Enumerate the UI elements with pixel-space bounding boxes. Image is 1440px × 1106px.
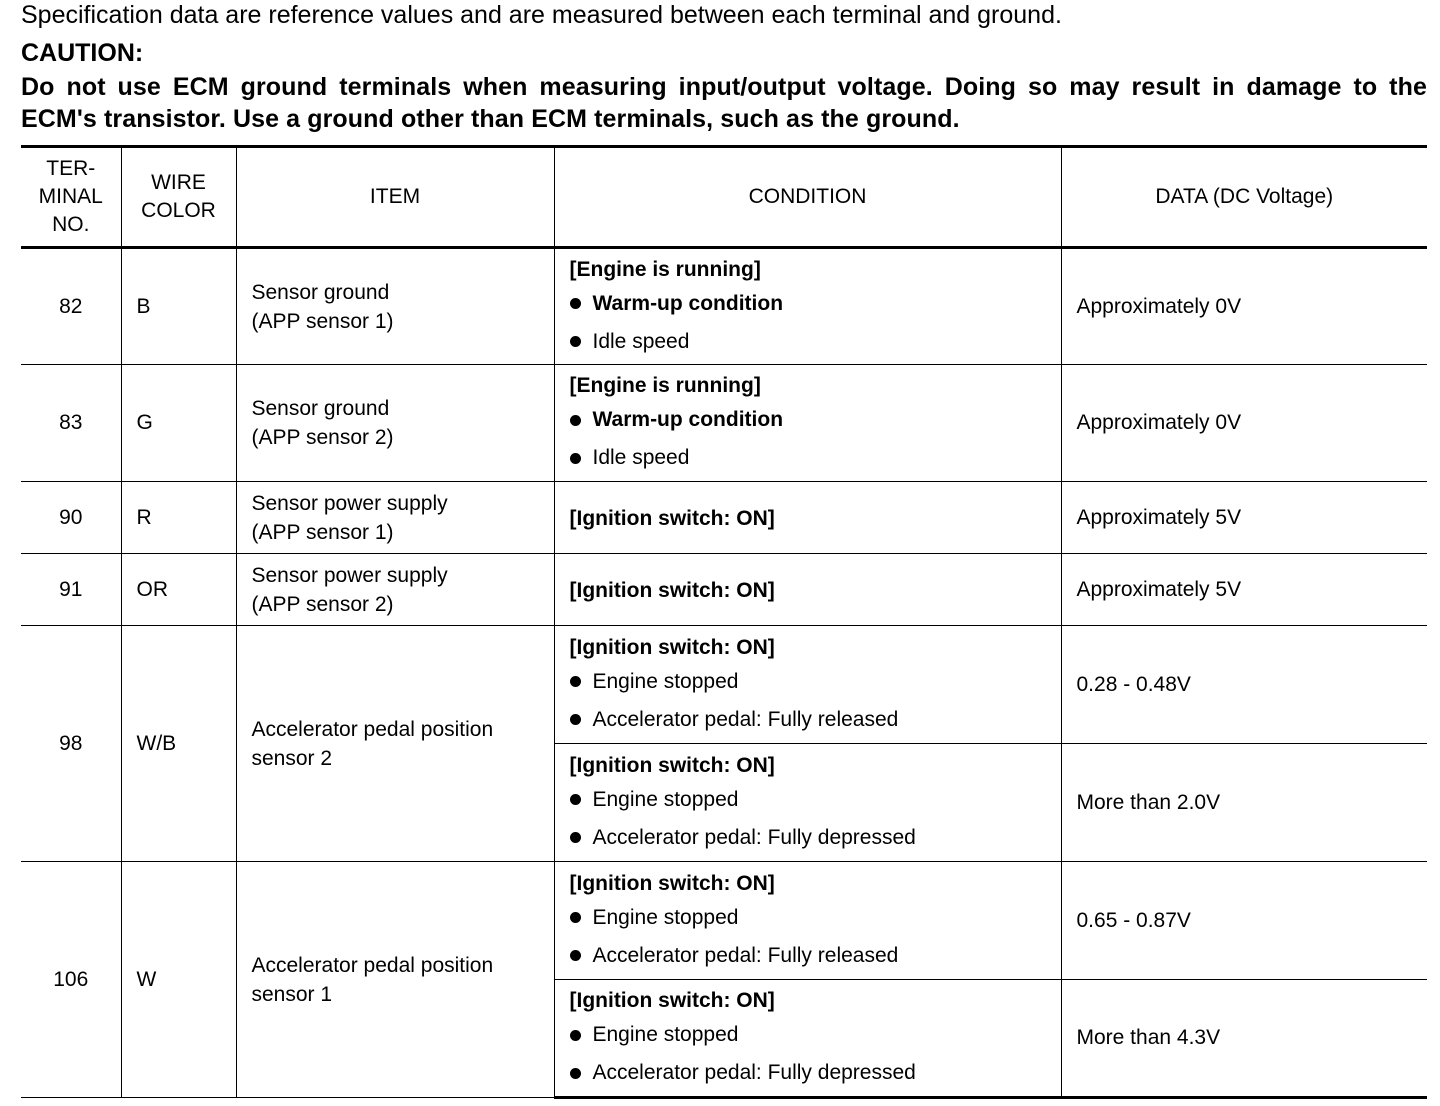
- condition-heading: [Ignition switch: ON]: [569, 871, 775, 895]
- table-header-row: [21, 147, 1427, 248]
- item-description: [236, 482, 554, 554]
- condition-cell: [554, 554, 1061, 626]
- bullet-dot-icon: [570, 912, 581, 923]
- condition-block: [570, 572, 1061, 608]
- condition-cell: [554, 482, 1061, 554]
- header-wire-color: [121, 147, 236, 248]
- condition-bullet: [570, 439, 1061, 477]
- bullet-dot-icon: [570, 714, 581, 725]
- condition-bullet: [570, 899, 1061, 937]
- condition-bullet-text: Warm-up condition: [592, 291, 784, 315]
- condition-bullet: [570, 401, 1061, 439]
- voltage-data: More than 2.0V: [1061, 744, 1427, 862]
- bullet-dot-icon: [570, 676, 581, 687]
- bullet-dot-icon: [570, 950, 581, 961]
- header-terminal-line: NO.: [52, 213, 90, 236]
- header-terminal-line: TER-: [46, 157, 96, 180]
- voltage-data: Approximately 0V: [1061, 365, 1427, 482]
- bullet-dot-icon: [570, 1030, 581, 1041]
- bullet-dot-icon: [570, 832, 581, 843]
- wire-color: OR: [121, 554, 236, 626]
- item-line: Sensor ground: [251, 280, 390, 304]
- condition-heading: [Ignition switch: ON]: [569, 635, 775, 659]
- condition-bullet: [570, 663, 1061, 701]
- condition-bullet: [570, 323, 1061, 361]
- condition-bullet-text: Accelerator pedal: Fully depressed: [592, 1061, 916, 1084]
- condition-bullet-text: Idle speed: [592, 329, 690, 353]
- condition-bullet-text: Engine stopped: [592, 905, 739, 929]
- condition-bullet: [570, 819, 1061, 857]
- item-description: [236, 626, 554, 862]
- condition-block: [570, 500, 1061, 536]
- condition-bullet-text: Engine stopped: [592, 787, 739, 811]
- condition-block: [570, 865, 1061, 977]
- bullet-dot-icon: [570, 298, 581, 309]
- condition-heading: [Engine is running]: [569, 257, 761, 281]
- condition-heading: [Ignition switch: ON]: [569, 753, 775, 777]
- terminal-number: 82: [21, 248, 121, 365]
- wire-color: W/B: [121, 626, 236, 862]
- voltage-data: 0.65 - 0.87V: [1061, 862, 1427, 980]
- header-item: ITEM: [236, 147, 554, 248]
- terminal-number: 98: [21, 626, 121, 862]
- condition-heading: [Engine is running]: [569, 374, 761, 397]
- header-wire-line: WIRE: [151, 171, 206, 194]
- item-line: (APP sensor 1): [251, 520, 394, 544]
- condition-bullet: [570, 285, 1061, 323]
- condition-bullet-text: Accelerator pedal: Fully released: [592, 943, 899, 967]
- terminal-number: 83: [21, 365, 121, 482]
- header-condition: CONDITION: [554, 147, 1061, 248]
- item-description: [236, 365, 554, 482]
- wire-color: R: [121, 482, 236, 554]
- item-line: Sensor ground: [251, 397, 390, 420]
- condition-heading: [Ignition switch: ON]: [569, 989, 775, 1012]
- condition-block: [570, 982, 1061, 1094]
- item-description: [236, 248, 554, 365]
- condition-block: [570, 747, 1061, 859]
- condition-bullet-text: Accelerator pedal: Fully released: [592, 707, 899, 731]
- voltage-data: Approximately 0V: [1061, 248, 1427, 365]
- bullet-dot-icon: [570, 453, 581, 464]
- wire-color: W: [121, 862, 236, 1098]
- wire-color: G: [121, 365, 236, 482]
- condition-bullet-text: Warm-up condition: [592, 408, 784, 431]
- terminal-number: 90: [21, 482, 121, 554]
- item-line: Accelerator pedal position: [251, 717, 494, 741]
- item-line: Sensor power supply: [251, 491, 448, 515]
- header-wire-line: COLOR: [141, 199, 216, 222]
- condition-heading: [Ignition switch: ON]: [569, 578, 775, 602]
- condition-block: [570, 251, 1061, 363]
- bullet-dot-icon: [570, 794, 581, 805]
- condition-cell: [554, 862, 1061, 980]
- caution-title: CAUTION:: [21, 39, 144, 67]
- table-row: [21, 365, 1427, 482]
- table-row: [21, 626, 1427, 744]
- table-row: [21, 862, 1427, 980]
- item-line: sensor 2: [251, 746, 333, 770]
- table-row: [21, 554, 1427, 626]
- condition-cell: [554, 365, 1061, 482]
- bullet-dot-icon: [570, 336, 581, 347]
- voltage-data: Approximately 5V: [1061, 482, 1427, 554]
- table-body: [21, 248, 1427, 1098]
- condition-block: [570, 367, 1061, 479]
- intro-text: Specification data are reference values and are measured between each terminal and ground.: [21, 1, 1062, 29]
- condition-cell: [554, 626, 1061, 744]
- condition-bullet: [570, 781, 1061, 819]
- header-data: DATA (DC Voltage): [1061, 147, 1427, 248]
- voltage-data: More than 4.3V: [1061, 980, 1427, 1098]
- table-row: [21, 248, 1427, 365]
- caution-text: Do not use ECM ground terminals when measuring input/output voltage. Doing so may result in damage to the ECM's transistor. Use a ground other than ECM terminals, such as the ground.: [21, 73, 1427, 133]
- item-description: [236, 554, 554, 626]
- ecm-terminal-table: [21, 145, 1427, 1099]
- voltage-data: Approximately 5V: [1061, 554, 1427, 626]
- item-line: (APP sensor 1): [251, 309, 394, 333]
- condition-bullet-text: Idle speed: [592, 446, 690, 469]
- condition-bullet: [570, 701, 1061, 739]
- condition-bullet: [570, 937, 1061, 975]
- header-terminal-line: MINAL: [38, 185, 103, 208]
- wire-color: B: [121, 248, 236, 365]
- terminal-number: 106: [21, 862, 121, 1098]
- header-terminal-no: [21, 147, 121, 248]
- condition-cell: [554, 744, 1061, 862]
- condition-block: [570, 629, 1061, 741]
- condition-cell: [554, 980, 1061, 1098]
- item-line: Sensor power supply: [251, 563, 448, 587]
- item-line: Accelerator pedal position: [251, 953, 494, 977]
- condition-bullet: [570, 1054, 1061, 1092]
- condition-heading: [Ignition switch: ON]: [569, 506, 775, 530]
- condition-bullet-text: Accelerator pedal: Fully depressed: [592, 825, 916, 849]
- item-line: (APP sensor 2): [251, 592, 394, 616]
- table-row: [21, 482, 1427, 554]
- voltage-data: 0.28 - 0.48V: [1061, 626, 1427, 744]
- condition-bullet-text: Engine stopped: [592, 669, 739, 693]
- bullet-dot-icon: [570, 1068, 581, 1079]
- condition-cell: [554, 248, 1061, 365]
- item-line: sensor 1: [251, 982, 333, 1006]
- item-line: (APP sensor 2): [251, 426, 394, 449]
- condition-bullet: [570, 1016, 1061, 1054]
- terminal-number: 91: [21, 554, 121, 626]
- condition-bullet-text: Engine stopped: [592, 1023, 739, 1046]
- bullet-dot-icon: [570, 415, 581, 426]
- item-description: [236, 862, 554, 1098]
